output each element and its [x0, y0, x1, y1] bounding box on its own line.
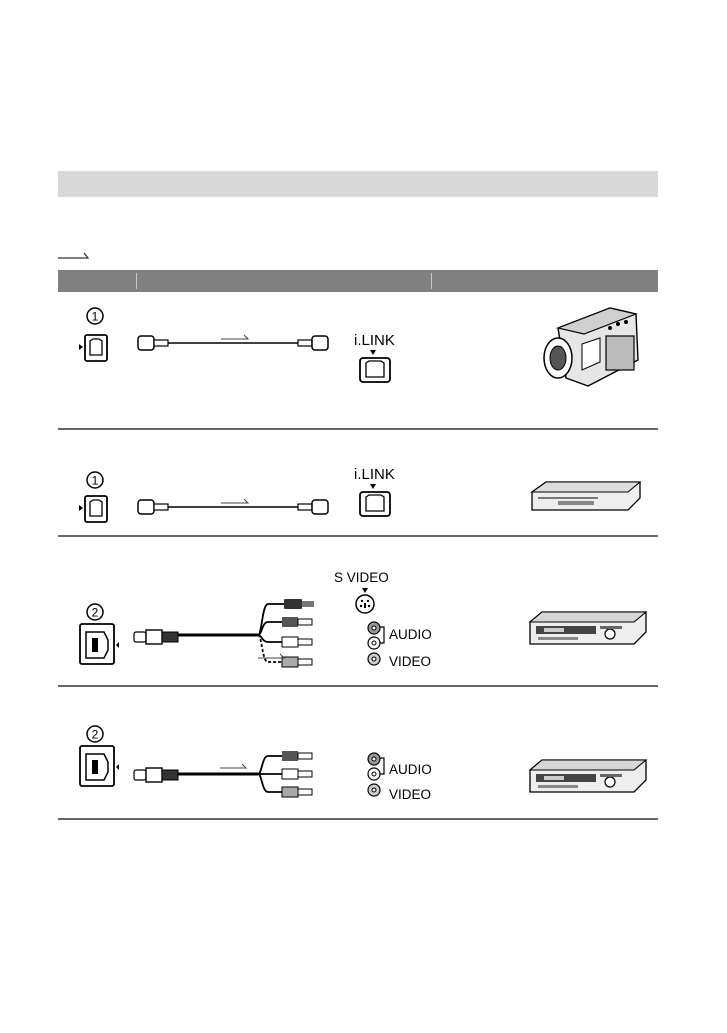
- ilink-jack-icon: [358, 350, 398, 384]
- camcorder-icon: [538, 300, 648, 390]
- row-divider: [58, 535, 658, 537]
- row-divider: [58, 818, 658, 820]
- table-row: [58, 718, 658, 816]
- ilink-label: i.LINK: [354, 332, 395, 349]
- video-label: VIDEO: [389, 787, 432, 802]
- table-row: [58, 466, 658, 532]
- svg-text:2: 2: [91, 727, 99, 742]
- svg-text:1: 1: [91, 309, 99, 324]
- svg-text:1: 1: [91, 473, 99, 488]
- s-video-jack-icon: [354, 588, 384, 618]
- table-header: [58, 270, 658, 292]
- audio-label: AUDIO: [389, 762, 432, 777]
- vcr-icon: [526, 758, 652, 802]
- ilink-label: i.LINK: [354, 466, 395, 483]
- s-video-label: S VIDEO: [334, 570, 389, 585]
- table-row: [58, 568, 658, 683]
- audio-label: AUDIO: [389, 627, 432, 642]
- ilink-jack-icon: [358, 484, 398, 518]
- row-divider: [58, 428, 658, 430]
- row-divider: [58, 685, 658, 687]
- svg-text:2: 2: [91, 605, 99, 620]
- vcr-icon: [526, 610, 652, 654]
- signal-flow-arrow-icon: [58, 246, 118, 260]
- video-label: VIDEO: [389, 654, 432, 669]
- ilink-cable-icon: [136, 494, 336, 524]
- av-cable-with-svideo-icon: [132, 594, 332, 674]
- av-cable-icon: [132, 748, 332, 808]
- dvd-recorder-icon: [528, 480, 648, 520]
- ilink-port-icon: [76, 306, 116, 366]
- table-row: [58, 300, 658, 425]
- av-port-icon: [76, 602, 116, 668]
- ilink-port-icon: [76, 470, 116, 530]
- section-title-bar: [58, 171, 658, 197]
- ilink-cable-icon: [136, 330, 336, 360]
- av-port-icon: [76, 724, 116, 790]
